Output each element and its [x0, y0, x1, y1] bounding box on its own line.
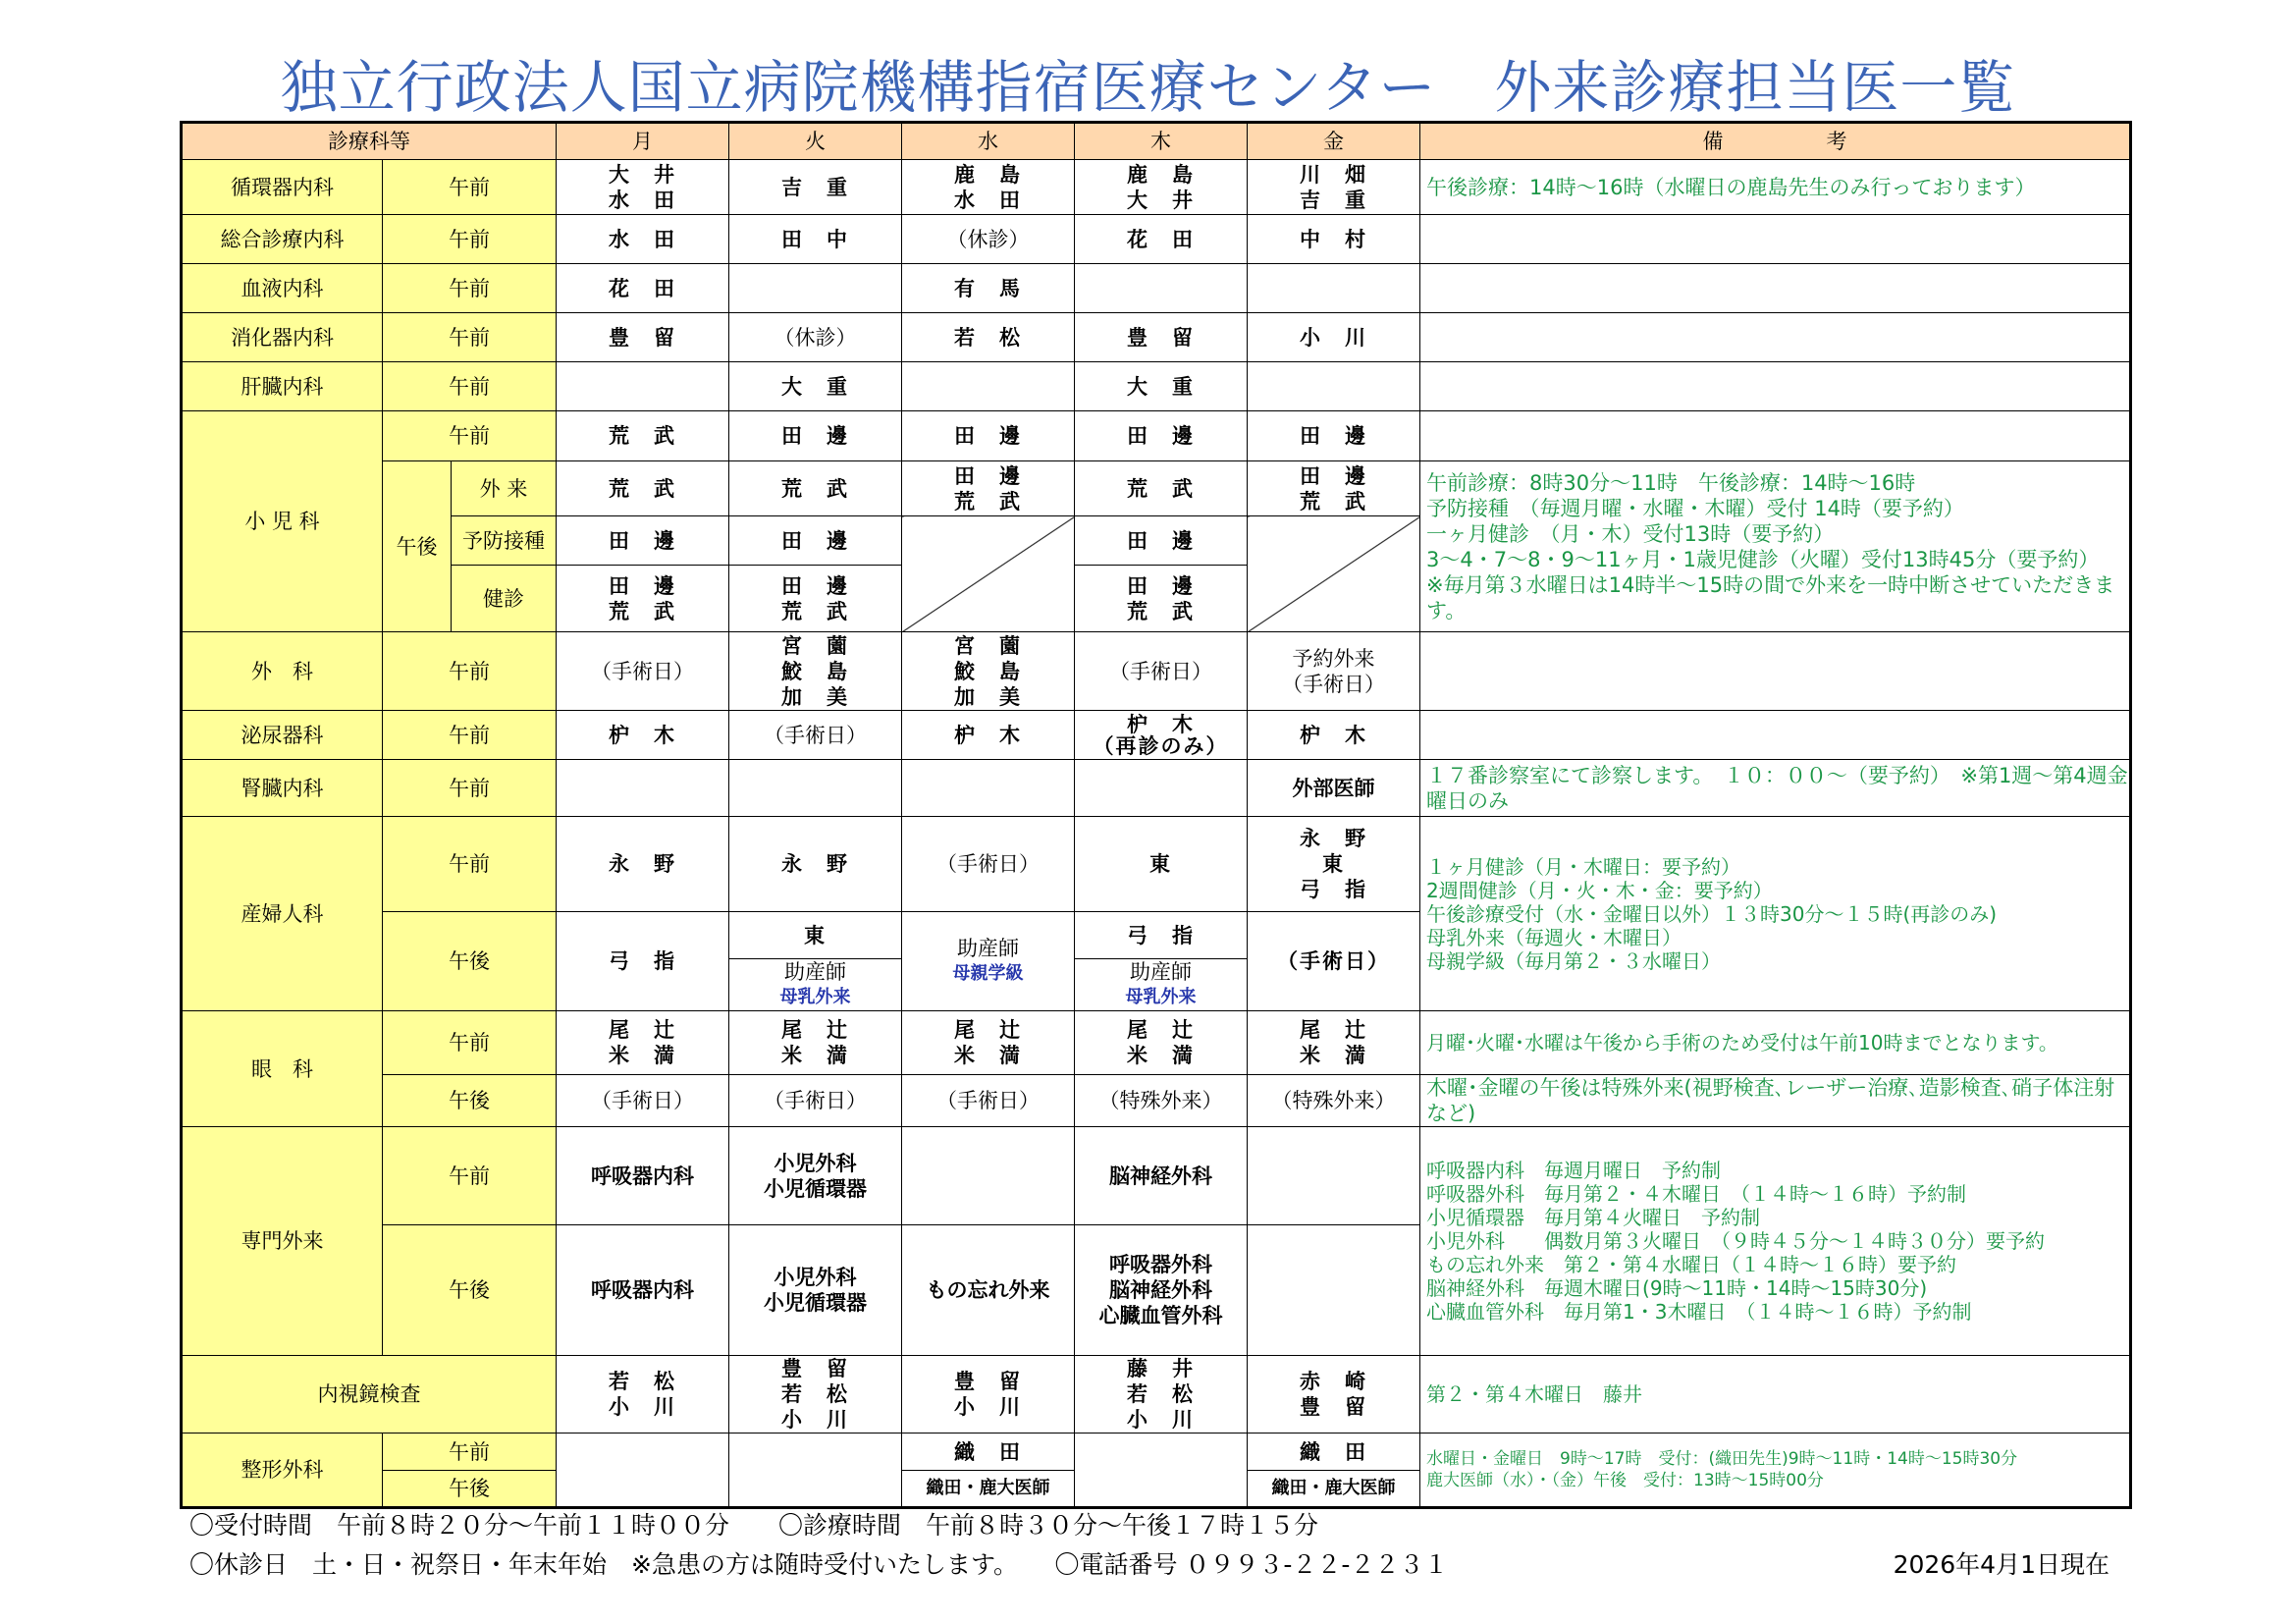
cell-thu: 呼吸器外科 脳神経外科 心臓血管外科: [1075, 1225, 1248, 1356]
cell-mon: 枦 木: [557, 711, 729, 760]
remarks-cell: [1420, 362, 2131, 411]
cell-tue: 田 邊: [729, 411, 902, 461]
cell-tue: （休診）: [729, 313, 902, 362]
slot-label: 午後: [383, 1225, 557, 1356]
header-mon: 月: [557, 123, 729, 160]
midwife-label: 助産師: [957, 937, 1020, 960]
slot-label: 午前: [383, 760, 557, 817]
cell-mon: 若 松 小 川: [557, 1356, 729, 1434]
cell-mon: 豊 留: [557, 313, 729, 362]
cell-thu: 田 邊 荒 武: [1075, 566, 1248, 632]
cell-tue: [729, 760, 902, 817]
cell-wed: 有 馬: [902, 264, 1075, 313]
remarks-cell: [1420, 215, 2131, 264]
slot-label: 午前: [383, 632, 557, 711]
slot-label: 午前: [383, 264, 557, 313]
cell-wed: （手術日）: [902, 1075, 1075, 1127]
slot-label: 午後: [383, 1075, 557, 1127]
cell-tue: 田 中: [729, 215, 902, 264]
dept-label: 小 児 科: [182, 411, 383, 632]
cell-mon: [557, 760, 729, 817]
cell-fri: 予約外来 （手術日）: [1248, 632, 1420, 711]
row-naishikyo: [182, 1356, 2131, 1434]
cell-wed: 鹿 島 水 田: [902, 160, 1075, 215]
cell-mon: 田 邊 荒 武: [557, 566, 729, 632]
cell-tue: （手術日）: [729, 1075, 902, 1127]
slot-label: 午前: [383, 1127, 557, 1225]
remarks-cell: [1420, 411, 2131, 461]
cell-mon: 弓 指: [557, 912, 729, 1011]
cell-wed: [902, 912, 1075, 1011]
cell-mon: 呼吸器内科: [557, 1127, 729, 1225]
slot-label: 午前: [383, 1011, 557, 1075]
cell-mon: （手術日）: [557, 632, 729, 711]
remarks-cell: １ヶ月健診（月・木曜日：要予約） 2週間健診（月・火・木・金：要予約） 午後診療受付（水・金曜日以外）１３時30分～１５時(再診のみ) 母乳外来（毎週火・木曜日） 母親学級（毎月第２・３水曜日）: [1420, 817, 2131, 1011]
row-ganka-pm: [182, 1075, 2131, 1127]
cell-wed: 尾 辻 米 満: [902, 1011, 1075, 1075]
cell-tue: 豊 留 若 松 小 川: [729, 1356, 902, 1434]
slot-label: 外 来: [452, 461, 557, 516]
remarks-cell: 午前診療：8時30分～11時 午後診療：14時～16時 予防接種 （毎週月曜・水曜・木曜）受付 14時（要予約） 一ヶ月健診 （月・木）受付13時（要予約） 3～4・7～8・9～11ヶ月・1歳児健診（火曜）受付13時45分（要予約） ※毎月第３水曜日は14時半～15時の間で外来を一時中断させていただきます。: [1420, 461, 2131, 632]
dept-label: 整形外科: [182, 1434, 383, 1508]
cell-tue: 小児外科 小児循環器: [729, 1225, 902, 1356]
midwife-label: 助産師: [1130, 960, 1193, 984]
row-kanzo: [182, 362, 2131, 411]
remarks-cell: 午後診療：14時～16時（水曜日の鹿島先生のみ行っております）: [1420, 160, 2131, 215]
cell-wed: [902, 1127, 1075, 1225]
row-seikei-am: [182, 1434, 2131, 1471]
cell-wed: 田 邊: [902, 411, 1075, 461]
cell-tue: 小児外科 小児循環器: [729, 1127, 902, 1225]
cell-mon: 永 野: [557, 817, 729, 912]
slot-label: 午前: [383, 1434, 557, 1471]
slot-label: 午前: [383, 817, 557, 912]
cell-thu: [1075, 264, 1248, 313]
slot-label: 午前: [383, 362, 557, 411]
cell-fri: [1248, 362, 1420, 411]
cell-thu: 田 邊: [1075, 411, 1248, 461]
cell-mon: 荒 武: [557, 411, 729, 461]
footer-closed-days: 〇休診日 土・日・祝祭日・年末年始 ※急患の方は随時受付いたします。 〇電話番号 ０９９３-２２-２２３１: [189, 1550, 1449, 1579]
cell-fri: （特殊外来）: [1248, 1075, 1420, 1127]
cell-tue-bottom: [729, 959, 902, 1011]
cell-fri: 織田・鹿大医師: [1248, 1471, 1420, 1508]
cell-thu: （手術日）: [1075, 632, 1248, 711]
cell-mon: 田 邊: [557, 516, 729, 566]
row-ketsueki: [182, 264, 2131, 313]
cell-fri: 枦 木: [1248, 711, 1420, 760]
header-remarks: 備 考: [1420, 123, 2131, 160]
remarks-cell: 呼吸器内科 毎週月曜日 予約制 呼吸器外科 毎月第２・４木曜日 （１４時～１６時）予約制 小児循環器 毎月第４火曜日 予約制 小児外科 偶数月第３火曜日 （９時４５分～１４時３０分）要予約 もの忘れ外来 第２・第４水曜日（１４時～１６時）要予約 脳神経外科 毎週木曜日(9時～11時・14時～15時30分) 心臓血管外科 毎月第1・3木曜日 （１４時～１６時）予約制: [1420, 1127, 2131, 1356]
cell-tue: 田 邊: [729, 516, 902, 566]
cell-fri: 織 田: [1248, 1434, 1420, 1471]
cell-fri: [1248, 1127, 1420, 1225]
dept-label: 眼 科: [182, 1011, 383, 1127]
cell-fri: 外部医師: [1248, 760, 1420, 817]
remarks-cell: 水曜日・金曜日 9時～17時 受付：(織田先生)9時～11時・14時～15時30分 鹿大医師（水）・（金）午後 受付：13時～15時00分: [1420, 1434, 2131, 1508]
cell-thu: 花 田: [1075, 215, 1248, 264]
cell-wed: 若 松: [902, 313, 1075, 362]
cell-thu: 荒 武: [1075, 461, 1248, 516]
dept-label: 産婦人科: [182, 817, 383, 1011]
slot-label: 午前: [383, 215, 557, 264]
cell-mon: [557, 362, 729, 411]
dept-label: 消化器内科: [182, 313, 383, 362]
header-dept: 診療科等: [182, 123, 557, 160]
cell-wed: （手術日）: [902, 817, 1075, 912]
slot-label: 予防接種: [452, 516, 557, 566]
header-wed: 水: [902, 123, 1075, 160]
cell-mon: 花 田: [557, 264, 729, 313]
breastfeeding-label: 母乳外来: [779, 987, 851, 1007]
row-shoni-am: [182, 411, 2131, 461]
cell-thu: 藤 井 若 松 小 川: [1075, 1356, 1248, 1434]
row-jinzo: [182, 760, 2131, 817]
cell-tue: [729, 264, 902, 313]
row-shoni-gairai: [182, 461, 2131, 516]
cell-mon: 荒 武: [557, 461, 729, 516]
row-sogo: [182, 215, 2131, 264]
row-sanfujin-am: [182, 817, 2131, 912]
table-header-row: [182, 123, 2131, 160]
cell-wed: 枦 木: [902, 711, 1075, 760]
cell-wed: 豊 留 小 川: [902, 1356, 1075, 1434]
cell-wed: [902, 760, 1075, 817]
cell-tue: 宮 薗 鮫 島 加 美: [729, 632, 902, 711]
cell-wed: 織 田: [902, 1434, 1075, 1471]
page-title: 独立行政法人国立病院機構指宿医療センター 外来診療担当医一覧: [280, 54, 2016, 121]
remarks-cell: [1420, 264, 2131, 313]
schedule-table: [180, 121, 2132, 1509]
cell-thu: [1075, 1434, 1248, 1508]
slot-label: 午前: [383, 711, 557, 760]
dept-label: 外 科: [182, 632, 383, 711]
cell-thu-top: 弓 指: [1075, 912, 1248, 959]
cell-thu: 田 邊: [1075, 516, 1248, 566]
cell-fri: [1248, 1225, 1420, 1356]
row-junkanki: [182, 160, 2131, 215]
cell-tue: [729, 1434, 902, 1508]
cell-mon: 尾 辻 米 満: [557, 1011, 729, 1075]
remarks-cell: [1420, 313, 2131, 362]
cell-fri: 中 村: [1248, 215, 1420, 264]
cell-wed: 織田・鹿大医師: [902, 1471, 1075, 1508]
cell-thu: 鹿 島 大 井: [1075, 160, 1248, 215]
slot-label: 午後: [383, 912, 557, 1011]
slot-label: 午前: [383, 411, 557, 461]
cell-tue: 吉 重: [729, 160, 902, 215]
cell-mon: 大 井 水 田: [557, 160, 729, 215]
cell-fri: 川 畑 吉 重: [1248, 160, 1420, 215]
cell-tue: 荒 武: [729, 461, 902, 516]
remarks-cell: 第２・第４木曜日 藤井: [1420, 1356, 2131, 1434]
pm-label: 午後: [383, 461, 452, 632]
remarks-cell: 月曜･火曜･水曜は午後から手術のため受付は午前10時までとなります。: [1420, 1011, 2131, 1075]
cell-fri: （手術日）: [1248, 912, 1420, 1011]
footer-reception-hours: 〇受付時間 午前８時２０分～午前１１時００分 〇診療時間 午前８時３０分～午後１７時１５分: [189, 1511, 1319, 1540]
cell-mon: 水 田: [557, 215, 729, 264]
slot-label: 午前: [383, 160, 557, 215]
cell-thu: 尾 辻 米 満: [1075, 1011, 1248, 1075]
cell-wed: [902, 362, 1075, 411]
cell-tue-top: 東: [729, 912, 902, 959]
cell-thu: 大 重: [1075, 362, 1248, 411]
cell-thu: 豊 留: [1075, 313, 1248, 362]
midwife-label: 助産師: [784, 960, 847, 984]
cell-fri: 田 邊 荒 武: [1248, 461, 1420, 516]
dept-label: 専門外来: [182, 1127, 383, 1356]
cell-tue: （手術日）: [729, 711, 902, 760]
cell-thu: 東: [1075, 817, 1248, 912]
slot-label: 午後: [383, 1471, 557, 1508]
class-label: 母親学級: [952, 963, 1024, 984]
row-senmon-am: [182, 1127, 2131, 1225]
slot-label: 午前: [383, 313, 557, 362]
cell-mon: 呼吸器内科: [557, 1225, 729, 1356]
cell-tue: 大 重: [729, 362, 902, 411]
cell-wed: 田 邊 荒 武: [902, 461, 1075, 516]
cell-wed: もの忘れ外来: [902, 1225, 1075, 1356]
remarks-cell: １７番診察室にて診察します。 １０：００～（要予約） ※第1週～第4週金曜日のみ: [1420, 760, 2131, 817]
cell-mon: [557, 1434, 729, 1508]
row-ganka-am: [182, 1011, 2131, 1075]
cell-thu: [1075, 760, 1248, 817]
dept-label: 内視鏡検査: [182, 1356, 557, 1434]
cell-fri: [1248, 264, 1420, 313]
as-of-date: 2026年4月1日現在: [1893, 1550, 2109, 1579]
cell-tue: 永 野: [729, 817, 902, 912]
dept-label: 循環器内科: [182, 160, 383, 215]
cell-fri: 永 野 東 弓 指: [1248, 817, 1420, 912]
dept-label: 泌尿器科: [182, 711, 383, 760]
cell-thu-bottom: [1075, 959, 1248, 1011]
diagonal-empty-cell: [1248, 516, 1420, 632]
cell-fri: 小 川: [1248, 313, 1420, 362]
dept-label: 総合診療内科: [182, 215, 383, 264]
cell-thu: 枦 木 （再診のみ）: [1075, 711, 1248, 760]
dept-label: 血液内科: [182, 264, 383, 313]
header-fri: 金: [1248, 123, 1420, 160]
header-tue: 火: [729, 123, 902, 160]
cell-mon: （手術日）: [557, 1075, 729, 1127]
row-shokaki: [182, 313, 2131, 362]
cell-tue: 尾 辻 米 満: [729, 1011, 902, 1075]
cell-thu: （特殊外来）: [1075, 1075, 1248, 1127]
row-hinyoki: [182, 711, 2131, 760]
cell-fri: 赤 崎 豊 留: [1248, 1356, 1420, 1434]
diagonal-empty-cell: [902, 516, 1075, 632]
cell-fri: 田 邊: [1248, 411, 1420, 461]
dept-label: 腎臓内科: [182, 760, 383, 817]
dept-label: 肝臓内科: [182, 362, 383, 411]
cell-wed: 宮 薗 鮫 島 加 美: [902, 632, 1075, 711]
cell-wed: （休診）: [902, 215, 1075, 264]
row-geka: [182, 632, 2131, 711]
slot-label: 健診: [452, 566, 557, 632]
cell-fri: 尾 辻 米 満: [1248, 1011, 1420, 1075]
cell-tue: 田 邊 荒 武: [729, 566, 902, 632]
cell-thu: 脳神経外科: [1075, 1127, 1248, 1225]
header-thu: 木: [1075, 123, 1248, 160]
breastfeeding-label: 母乳外来: [1125, 987, 1197, 1007]
remarks-cell: [1420, 632, 2131, 711]
remarks-cell: 木曜･金曜の午後は特殊外来(視野検査､レーザー治療､造影検査､硝子体注射など): [1420, 1075, 2131, 1127]
remarks-cell: [1420, 711, 2131, 760]
